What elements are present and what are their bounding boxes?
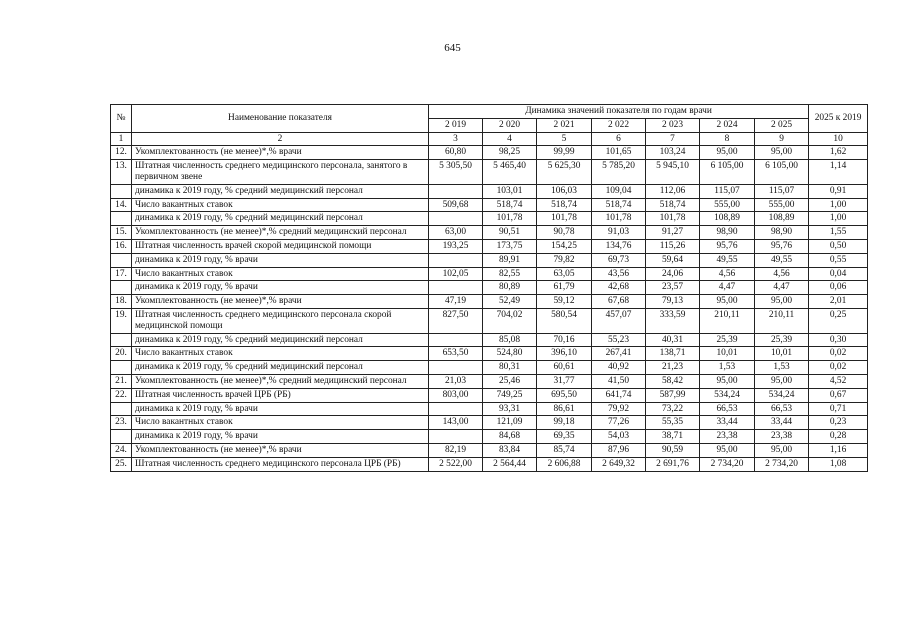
value-cell: 6 105,00: [700, 160, 755, 185]
value-cell: 63,00: [429, 226, 483, 240]
ratio-cell: 0,06: [809, 281, 868, 295]
column-number: 7: [646, 132, 700, 146]
value-cell: 102,05: [429, 267, 483, 281]
table-row: [111, 402, 868, 416]
value-cell: 24,06: [646, 267, 700, 281]
ratio-cell: 0,91: [809, 184, 868, 198]
table-row: [111, 160, 868, 185]
value-cell: 55,35: [646, 416, 700, 430]
row-number: 17.: [111, 267, 132, 281]
value-cell: [429, 430, 483, 444]
value-cell: 749,25: [483, 388, 537, 402]
indicator-name: Число вакантных ставок: [132, 267, 429, 281]
value-cell: 40,31: [646, 333, 700, 347]
indicator-name: динамика к 2019 году, % средний медицинский персонал: [132, 184, 429, 198]
row-number: [111, 184, 132, 198]
indicator-name: Штатная численность среднего медицинского персонала скорой медицинской помощи: [132, 308, 429, 333]
value-cell: 534,24: [700, 388, 755, 402]
indicator-name: динамика к 2019 году, % врачи: [132, 281, 429, 295]
column-number: 3: [429, 132, 483, 146]
ratio-cell: 0,55: [809, 253, 868, 267]
value-cell: 41,50: [592, 374, 646, 388]
value-cell: 210,11: [700, 308, 755, 333]
header-year: 2 021: [537, 118, 592, 132]
value-cell: 103,01: [483, 184, 537, 198]
value-cell: 23,38: [700, 430, 755, 444]
value-cell: 518,74: [537, 198, 592, 212]
value-cell: [429, 361, 483, 375]
value-cell: 54,03: [592, 430, 646, 444]
value-cell: 108,89: [755, 212, 809, 226]
value-cell: 42,68: [592, 281, 646, 295]
value-cell: 115,26: [646, 239, 700, 253]
header-year: 2 022: [592, 118, 646, 132]
ratio-cell: 1,08: [809, 457, 868, 471]
value-cell: 77,26: [592, 416, 646, 430]
column-numbers-row: [111, 132, 868, 146]
header-year: 2 019: [429, 118, 483, 132]
ratio-cell: 0,25: [809, 308, 868, 333]
value-cell: 138,71: [646, 347, 700, 361]
column-number: 4: [483, 132, 537, 146]
value-cell: 5 625,30: [537, 160, 592, 185]
value-cell: 95,00: [700, 374, 755, 388]
value-cell: 85,74: [537, 443, 592, 457]
value-cell: 59,64: [646, 253, 700, 267]
value-cell: [429, 281, 483, 295]
value-cell: 82,55: [483, 267, 537, 281]
header-name: Наименование показателя: [132, 105, 429, 133]
indicator-name: Укомплектованность (не менее)*,% средний медицинский персонал: [132, 374, 429, 388]
value-cell: 641,74: [592, 388, 646, 402]
table-row: [111, 295, 868, 309]
column-number: 5: [537, 132, 592, 146]
value-cell: 84,68: [483, 430, 537, 444]
value-cell: 95,00: [755, 443, 809, 457]
row-number: 15.: [111, 226, 132, 240]
value-cell: 101,78: [592, 212, 646, 226]
value-cell: 70,16: [537, 333, 592, 347]
value-cell: 101,78: [537, 212, 592, 226]
row-number: 13.: [111, 160, 132, 185]
value-cell: 21,03: [429, 374, 483, 388]
table-row: [111, 388, 868, 402]
value-cell: 90,78: [537, 226, 592, 240]
value-cell: 457,07: [592, 308, 646, 333]
value-cell: 95,00: [755, 146, 809, 160]
ratio-cell: 0,67: [809, 388, 868, 402]
value-cell: 2 691,76: [646, 457, 700, 471]
row-number: [111, 253, 132, 267]
value-cell: 109,04: [592, 184, 646, 198]
value-cell: 99,18: [537, 416, 592, 430]
column-number: 9: [755, 132, 809, 146]
indicator-name: Укомплектованность (не менее)*,% врачи: [132, 443, 429, 457]
value-cell: 90,51: [483, 226, 537, 240]
ratio-cell: 0,02: [809, 347, 868, 361]
value-cell: 1,53: [755, 361, 809, 375]
row-number: [111, 430, 132, 444]
row-number: 12.: [111, 146, 132, 160]
column-number: 2: [132, 132, 429, 146]
table-row: [111, 212, 868, 226]
value-cell: 25,39: [700, 333, 755, 347]
value-cell: 115,07: [755, 184, 809, 198]
indicator-name: Число вакантных ставок: [132, 416, 429, 430]
value-cell: 25,39: [755, 333, 809, 347]
value-cell: 33,44: [700, 416, 755, 430]
ratio-cell: 1,55: [809, 226, 868, 240]
column-number: 1: [111, 132, 132, 146]
indicator-table: [110, 104, 868, 472]
row-number: 22.: [111, 388, 132, 402]
value-cell: 38,71: [646, 430, 700, 444]
value-cell: 91,03: [592, 226, 646, 240]
table-row: [111, 267, 868, 281]
value-cell: 80,31: [483, 361, 537, 375]
value-cell: 827,50: [429, 308, 483, 333]
value-cell: 61,79: [537, 281, 592, 295]
row-number: 20.: [111, 347, 132, 361]
value-cell: 52,49: [483, 295, 537, 309]
value-cell: 93,31: [483, 402, 537, 416]
value-cell: 95,00: [700, 443, 755, 457]
value-cell: 79,82: [537, 253, 592, 267]
value-cell: 555,00: [755, 198, 809, 212]
value-cell: 555,00: [700, 198, 755, 212]
table-row: [111, 443, 868, 457]
value-cell: 60,80: [429, 146, 483, 160]
value-cell: 58,42: [646, 374, 700, 388]
value-cell: 653,50: [429, 347, 483, 361]
value-cell: 73,22: [646, 402, 700, 416]
table-row: [111, 416, 868, 430]
value-cell: 524,80: [483, 347, 537, 361]
value-cell: 33,44: [755, 416, 809, 430]
value-cell: 4,56: [755, 267, 809, 281]
table-row: [111, 361, 868, 375]
value-cell: 91,27: [646, 226, 700, 240]
header-year: 2 024: [700, 118, 755, 132]
value-cell: 55,23: [592, 333, 646, 347]
indicator-name: Укомплектованность (не менее)*,% средний медицинский персонал: [132, 226, 429, 240]
ratio-cell: 0,30: [809, 333, 868, 347]
ratio-cell: 0,28: [809, 430, 868, 444]
value-cell: 40,92: [592, 361, 646, 375]
value-cell: 518,74: [646, 198, 700, 212]
value-cell: 98,90: [755, 226, 809, 240]
indicator-name: Укомплектованность (не менее)*,% врачи: [132, 295, 429, 309]
table-row: [111, 430, 868, 444]
value-cell: 47,19: [429, 295, 483, 309]
value-cell: 95,00: [755, 374, 809, 388]
ratio-cell: 0,23: [809, 416, 868, 430]
value-cell: 5 465,40: [483, 160, 537, 185]
value-cell: 112,06: [646, 184, 700, 198]
ratio-cell: 1,62: [809, 146, 868, 160]
value-cell: 108,89: [700, 212, 755, 226]
header-year: 2 025: [755, 118, 809, 132]
value-cell: 509,68: [429, 198, 483, 212]
ratio-cell: 1,00: [809, 198, 868, 212]
value-cell: 1,53: [700, 361, 755, 375]
value-cell: 98,90: [700, 226, 755, 240]
value-cell: 101,78: [646, 212, 700, 226]
row-number: [111, 402, 132, 416]
value-cell: 193,25: [429, 239, 483, 253]
table-row: [111, 146, 868, 160]
value-cell: [429, 253, 483, 267]
value-cell: 534,24: [755, 388, 809, 402]
indicator-name: Штатная численность врачей ЦРБ (РБ): [132, 388, 429, 402]
row-number: 14.: [111, 198, 132, 212]
value-cell: 121,09: [483, 416, 537, 430]
value-cell: 60,61: [537, 361, 592, 375]
value-cell: [429, 402, 483, 416]
value-cell: 518,74: [592, 198, 646, 212]
row-number: 24.: [111, 443, 132, 457]
value-cell: 87,96: [592, 443, 646, 457]
table-row: [111, 226, 868, 240]
value-cell: 98,25: [483, 146, 537, 160]
row-number: 25.: [111, 457, 132, 471]
value-cell: 82,19: [429, 443, 483, 457]
value-cell: 103,24: [646, 146, 700, 160]
ratio-cell: 1,14: [809, 160, 868, 185]
indicator-name: Число вакантных ставок: [132, 198, 429, 212]
row-number: 19.: [111, 308, 132, 333]
header-dynamics: Динамика значений показателя по годам врачи: [429, 105, 809, 119]
value-cell: 4,56: [700, 267, 755, 281]
value-cell: 66,53: [700, 402, 755, 416]
value-cell: 90,59: [646, 443, 700, 457]
value-cell: 23,38: [755, 430, 809, 444]
value-cell: 106,03: [537, 184, 592, 198]
table-row: [111, 281, 868, 295]
table-row: [111, 333, 868, 347]
value-cell: [429, 212, 483, 226]
value-cell: [429, 184, 483, 198]
ratio-cell: 1,00: [809, 212, 868, 226]
value-cell: 396,10: [537, 347, 592, 361]
table-row: [111, 374, 868, 388]
row-number: [111, 361, 132, 375]
value-cell: 31,77: [537, 374, 592, 388]
value-cell: 95,00: [700, 295, 755, 309]
row-number: 23.: [111, 416, 132, 430]
ratio-cell: 4,52: [809, 374, 868, 388]
table-row: [111, 347, 868, 361]
value-cell: 5 945,10: [646, 160, 700, 185]
value-cell: 67,68: [592, 295, 646, 309]
indicator-name: динамика к 2019 году, % врачи: [132, 402, 429, 416]
table-body: [111, 146, 868, 471]
value-cell: 89,91: [483, 253, 537, 267]
value-cell: 66,53: [755, 402, 809, 416]
table-header-row: [111, 105, 868, 119]
ratio-cell: 0,71: [809, 402, 868, 416]
indicator-name: Штатная численность среднего медицинского персонала, занятого в первичном звене: [132, 160, 429, 185]
value-cell: 25,46: [483, 374, 537, 388]
table-row: [111, 457, 868, 471]
value-cell: 69,35: [537, 430, 592, 444]
value-cell: 2 649,32: [592, 457, 646, 471]
indicator-name: Укомплектованность (не менее)*,% врачи: [132, 146, 429, 160]
header-ratio: 2025 к 2019: [809, 105, 868, 133]
value-cell: 5 785,20: [592, 160, 646, 185]
value-cell: 23,57: [646, 281, 700, 295]
column-number: 8: [700, 132, 755, 146]
table-row: [111, 308, 868, 333]
indicator-name: динамика к 2019 году, % врачи: [132, 253, 429, 267]
value-cell: 10,01: [700, 347, 755, 361]
value-cell: 2 564,44: [483, 457, 537, 471]
value-cell: 2 606,88: [537, 457, 592, 471]
value-cell: 99,99: [537, 146, 592, 160]
header-no: №: [111, 105, 132, 133]
value-cell: 43,56: [592, 267, 646, 281]
value-cell: 2 522,00: [429, 457, 483, 471]
value-cell: 49,55: [755, 253, 809, 267]
header-year: 2 023: [646, 118, 700, 132]
value-cell: 69,73: [592, 253, 646, 267]
page-number: 645: [444, 42, 461, 54]
value-cell: 803,00: [429, 388, 483, 402]
value-cell: 134,76: [592, 239, 646, 253]
value-cell: 49,55: [700, 253, 755, 267]
value-cell: 83,84: [483, 443, 537, 457]
value-cell: 154,25: [537, 239, 592, 253]
ratio-cell: 0,04: [809, 267, 868, 281]
value-cell: 59,12: [537, 295, 592, 309]
value-cell: 80,89: [483, 281, 537, 295]
row-number: [111, 281, 132, 295]
indicator-name: Число вакантных ставок: [132, 347, 429, 361]
value-cell: 173,75: [483, 239, 537, 253]
ratio-cell: 0,50: [809, 239, 868, 253]
value-cell: 79,92: [592, 402, 646, 416]
column-number: 6: [592, 132, 646, 146]
value-cell: 267,41: [592, 347, 646, 361]
value-cell: 2 734,20: [755, 457, 809, 471]
value-cell: 210,11: [755, 308, 809, 333]
ratio-cell: 2,01: [809, 295, 868, 309]
row-number: 16.: [111, 239, 132, 253]
indicator-name: Штатная численность среднего медицинского персонала ЦРБ (РБ): [132, 457, 429, 471]
row-number: [111, 212, 132, 226]
indicator-name: динамика к 2019 году, % средний медицинский персонал: [132, 212, 429, 226]
table-row: [111, 184, 868, 198]
value-cell: 101,65: [592, 146, 646, 160]
value-cell: 704,02: [483, 308, 537, 333]
column-number: 10: [809, 132, 868, 146]
value-cell: 6 105,00: [755, 160, 809, 185]
indicator-name: Штатная численность врачей скорой медицинской помощи: [132, 239, 429, 253]
value-cell: 143,00: [429, 416, 483, 430]
value-cell: 79,13: [646, 295, 700, 309]
value-cell: 115,07: [700, 184, 755, 198]
indicator-name: динамика к 2019 году, % средний медицинский персонал: [132, 333, 429, 347]
value-cell: 21,23: [646, 361, 700, 375]
value-cell: 86,61: [537, 402, 592, 416]
value-cell: 10,01: [755, 347, 809, 361]
ratio-cell: 1,16: [809, 443, 868, 457]
value-cell: [429, 333, 483, 347]
ratio-cell: 0,02: [809, 361, 868, 375]
value-cell: 518,74: [483, 198, 537, 212]
row-number: [111, 333, 132, 347]
value-cell: 333,59: [646, 308, 700, 333]
table-row: [111, 198, 868, 212]
value-cell: 95,00: [755, 295, 809, 309]
value-cell: 4,47: [700, 281, 755, 295]
value-cell: 95,76: [755, 239, 809, 253]
value-cell: 85,08: [483, 333, 537, 347]
value-cell: 580,54: [537, 308, 592, 333]
header-year: 2 020: [483, 118, 537, 132]
value-cell: 95,76: [700, 239, 755, 253]
indicator-name: динамика к 2019 году, % средний медицинский персонал: [132, 361, 429, 375]
indicator-name: динамика к 2019 году, % врачи: [132, 430, 429, 444]
value-cell: 95,00: [700, 146, 755, 160]
value-cell: 5 305,50: [429, 160, 483, 185]
value-cell: 2 734,20: [700, 457, 755, 471]
row-number: 21.: [111, 374, 132, 388]
table-row: [111, 253, 868, 267]
value-cell: 4,47: [755, 281, 809, 295]
table-row: [111, 239, 868, 253]
value-cell: 587,99: [646, 388, 700, 402]
value-cell: 63,05: [537, 267, 592, 281]
value-cell: 101,78: [483, 212, 537, 226]
value-cell: 695,50: [537, 388, 592, 402]
row-number: 18.: [111, 295, 132, 309]
